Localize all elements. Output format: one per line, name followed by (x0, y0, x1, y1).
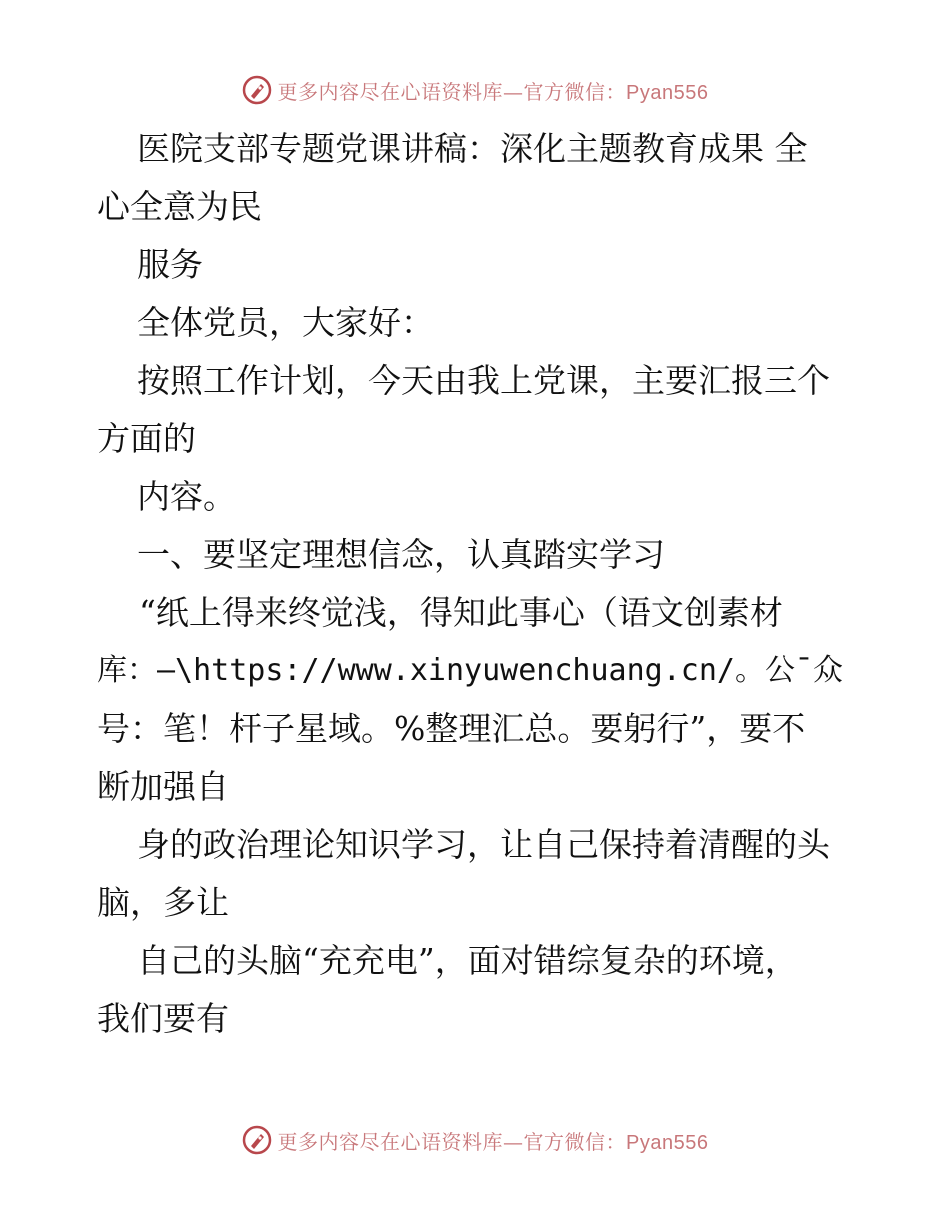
paragraph-line: 我们要有 (97, 999, 229, 1038)
watermark-text: 更多内容尽在心语资料库—官方微信：Pyan556 (277, 79, 709, 104)
section-heading: 一、要坚定理想信念，认真踏实学习 (137, 535, 665, 574)
pen-nib-circle-icon (242, 75, 272, 105)
paragraph-line: 自己的头脑“充充电”，面对错综复杂的环境， (137, 941, 798, 980)
document-body (97, 120, 867, 1048)
paragraph-line: 脑，多让 (97, 883, 229, 922)
pen-nib-circle-icon (242, 1125, 272, 1155)
greeting-line: 全体党员，大家好： (137, 303, 434, 342)
paragraph-line: 断加强自 (97, 767, 229, 806)
header-watermark (0, 72, 950, 108)
paragraph-line: 号：笔！杆子星域。%整理汇总。要躬行”，要不 (97, 709, 806, 748)
footer-watermark (0, 1122, 950, 1158)
doc-title-line-1: 医院支部专题党课讲稿：深化主题教育成果 全 (137, 129, 808, 168)
paragraph-line: 身的政治理论知识学习，让自己保持着清醒的头 (137, 825, 830, 864)
paragraph-line: 方面的 (97, 419, 196, 458)
paragraph-line: 库：—\https://www.xinyuwenchuang.cn/。公¯众 (97, 653, 844, 688)
paragraph-line: “纸上得来终觉浅，得知此事心（语文创素材 (139, 593, 783, 632)
watermark-text: 更多内容尽在心语资料库—官方微信：Pyan556 (277, 1129, 709, 1154)
paragraph-line: 按照工作计划，今天由我上党课，主要汇报三个 (137, 361, 830, 400)
doc-title-line-2: 心全意为民 (97, 187, 262, 226)
paragraph-line: 内容。 (137, 477, 236, 516)
doc-title-line-3: 服务 (137, 245, 203, 284)
